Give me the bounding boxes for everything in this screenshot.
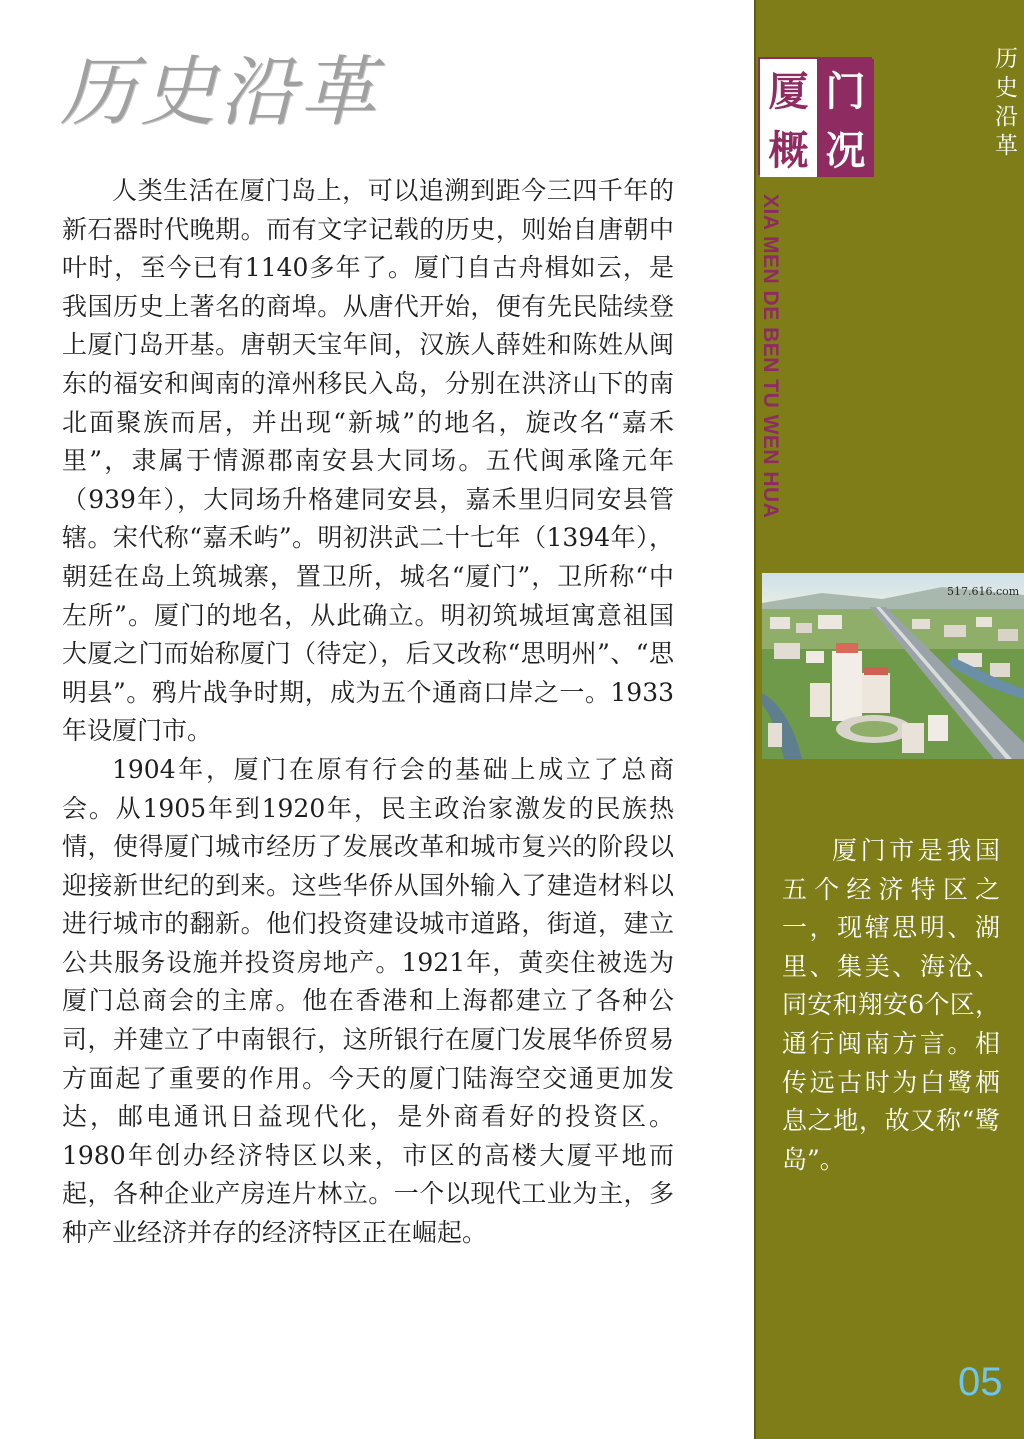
page-heading: 历史沿革 bbox=[60, 47, 380, 136]
sidebar-description-text: 厦门市是我国五个经济特区之一，现辖思明、湖里、集美、海沧、同安和翔安6个区，通行闽南方言。相传远古时为白鹭栖息之地，故又称“鹭岛”。 bbox=[782, 836, 1000, 1174]
xiamen-logo bbox=[758, 57, 872, 175]
logo-char-men: 门 bbox=[817, 59, 874, 118]
logo-char-kuang: 况 bbox=[817, 118, 874, 177]
page-number: 05 bbox=[958, 1360, 1003, 1404]
section-title-vertical: 历史沿革 bbox=[991, 46, 1017, 162]
logo-char-xia: 厦 bbox=[760, 59, 817, 118]
english-subtitle-vertical: XIA MEN DE BEN TU WEN HUA bbox=[759, 194, 782, 519]
photo-watermark: 517.616.com bbox=[947, 585, 1020, 598]
body-text bbox=[62, 172, 674, 1253]
city-aerial-photo bbox=[762, 573, 1024, 759]
logo-char-gai: 概 bbox=[760, 118, 817, 177]
sidebar-description bbox=[782, 832, 1000, 1179]
body-paragraph-1: 人类生活在厦门岛上，可以追溯到距今三四千年的新石器时代晚期。而有文字记载的历史，则始自唐朝中叶时，至今已有1140多年了。厦门自古舟楫如云，是我国历史上著名的商埠。从唐代开始，便有先民陆续登上厦门岛开基。唐朝天宝年间，汉族人薛姓和陈姓从闽东的福安和闽南的漳州移民入岛，分别在洪济山下的南北面聚族而居，并出现“新城”的地名，旋改名“嘉禾里”，隶属于情源郡南安县大同场。五代闽承隆元年（939年），大同场升格建同安县，嘉禾里归同安县管辖。宋代称“嘉禾屿”。明初洪武二十七年（1394年），朝廷在岛上筑城寨，置卫所，城名“厦门”，卫所称“中左所”。厦门的地名，从此确立。明初筑城垣寓意祖国大厦之门而始称厦门（待定），后又改称“思明州”、“思明县”。鸦片战争时期，成为五个通商口岸之一。1933年设厦门市。 bbox=[62, 176, 674, 746]
body-paragraph-2: 1904年，厦门在原有行会的基础上成立了总商会。从1905年到1920年，民主政治家激发的民族热情，使得厦门城市经历了发展改革和城市复兴的阶段以迎接新世纪的到来。这些华侨从国外输入了建造材料以进行城市的翻新。他们投资建设城市道路，街道，建立公共服务设施并投资房地产。1921年，黄奕住被选为厦门总商会的主席。他在香港和上海都建立了各种公司，并建立了中南银行，这所银行在厦门发展华侨贸易方面起了重要的作用。今天的厦门陆海空交通更加发达，邮电通讯日益现代化，是外商看好的投资区。1980年创办经济特区以来，市区的高楼大厦平地而起，各种企业产房连片林立。一个以现代工业为主，多种产业经济并存的经济特区正在崛起。 bbox=[62, 754, 674, 1248]
